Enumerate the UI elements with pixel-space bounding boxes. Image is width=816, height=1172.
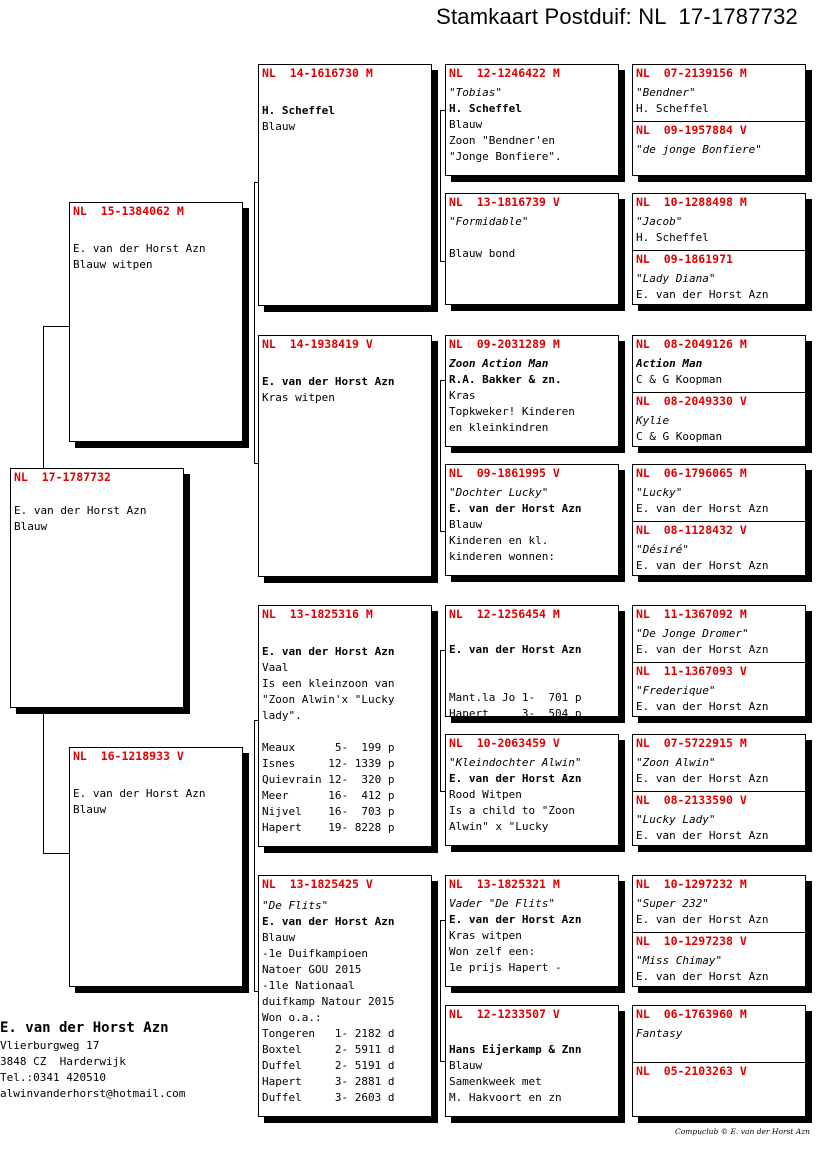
- card-line: E. van der Horst Azn: [636, 772, 769, 785]
- pigeon-card-gen3[interactable]: [445, 335, 619, 447]
- card-lines: [636, 271, 803, 303]
- ring-number: NL 06-1796065 M: [636, 466, 747, 480]
- card-line: "Zoon Alwin": [636, 756, 716, 769]
- card-line: "de jonge Bonfiere": [636, 143, 762, 156]
- card-line: -1le Nationaal: [262, 979, 355, 992]
- card-line: E. van der Horst Azn: [449, 772, 582, 785]
- card-line: "Lady Diana": [636, 272, 716, 285]
- card-line: Samenkweek met: [449, 1075, 542, 1088]
- pigeon-card-gen4[interactable]: [633, 392, 805, 449]
- ring-number: NL 17-1787732: [14, 470, 111, 484]
- card-line: "Lucky Lady": [636, 813, 716, 826]
- card-line: E. van der Horst Azn: [636, 559, 769, 572]
- card-line: Kras: [449, 389, 476, 402]
- ring-number: NL 12-1246422 M: [449, 66, 560, 80]
- ring-number: NL 14-1616730 M: [262, 66, 373, 80]
- card-line: E. van der Horst Azn: [636, 643, 769, 656]
- ring-number: NL 13-1816739 V: [449, 195, 560, 209]
- card-line: "De Jonge Dromer": [636, 627, 749, 640]
- pigeon-card-gen4[interactable]: [633, 876, 805, 932]
- card-line: E. van der Horst Azn: [262, 645, 395, 658]
- card-line: Hapert 3- 504 p: [449, 707, 582, 720]
- pigeon-card-gen2[interactable]: [258, 335, 432, 577]
- card-line: "Zoon Alwin'x "Lucky: [262, 693, 395, 706]
- card-lines: [636, 953, 803, 985]
- ring-number: NL 06-1763960 M: [636, 1007, 747, 1021]
- ring-number: NL 12-1256454 M: [449, 607, 560, 621]
- card-lines: [449, 755, 616, 835]
- ring-number: NL 14-1938419 V: [262, 337, 373, 351]
- pigeon-pair-gen4: [632, 605, 806, 717]
- card-lines: [636, 755, 803, 787]
- pigeon-card-gen3[interactable]: [445, 193, 619, 305]
- card-line: [262, 628, 429, 644]
- ring-number: NL 11-1367093 V: [636, 664, 747, 678]
- owner-email[interactable]: alwinvanderhorst@hotmail.com: [0, 1087, 186, 1100]
- card-line: Topkweker! Kinderen: [449, 405, 575, 418]
- card-line: "Super 232": [636, 897, 709, 910]
- pigeon-card-gen4[interactable]: [633, 1062, 805, 1119]
- card-line: E. van der Horst Azn: [636, 700, 769, 713]
- card-line: E. van der Horst Azn: [636, 913, 769, 926]
- card-line: kinderen wonnen:: [449, 550, 555, 563]
- owner-info: [0, 1018, 185, 1102]
- ring-number: NL 12-1233507 V: [449, 1007, 560, 1021]
- pigeon-pair-gen4: [632, 193, 806, 305]
- pigeon-card-gen3[interactable]: [445, 64, 619, 176]
- card-line: [449, 1026, 616, 1042]
- card-line: "De Flits": [262, 899, 329, 912]
- ring-number: NL 13-1825425 V: [262, 877, 373, 891]
- owner-postcode: 3848 CZ Harderwijk: [0, 1055, 126, 1068]
- card-line: Kras witpen: [449, 929, 522, 942]
- card-line: Natoer GOU 2015: [262, 963, 362, 976]
- card-line: "Bendner": [636, 86, 696, 99]
- card-line: [262, 87, 429, 103]
- connector-line: [43, 326, 70, 470]
- pigeon-card-gen4[interactable]: [633, 121, 805, 178]
- page-title: Stamkaart Postduif: NL 17-1787732: [436, 4, 798, 29]
- card-line: E. van der Horst Azn: [73, 242, 206, 255]
- ring-number: NL 09-1861995 V: [449, 466, 560, 480]
- ring-number: NL 08-2049330 V: [636, 394, 747, 408]
- card-line: Is een kleinzoon van: [262, 677, 395, 690]
- card-line: [449, 674, 616, 690]
- pigeon-card-father[interactable]: [69, 202, 243, 442]
- card-line: E. van der Horst Azn: [636, 829, 769, 842]
- card-line: Vaal: [262, 661, 289, 674]
- card-lines: [449, 1026, 616, 1106]
- pigeon-card-gen3[interactable]: [445, 1005, 619, 1117]
- card-line: "Jonge Bonfiere".: [449, 150, 562, 163]
- card-lines: [636, 812, 803, 844]
- card-line: Meaux 5- 199 p: [262, 741, 395, 754]
- card-line: Won zelf een:: [449, 945, 536, 958]
- card-line: E. van der Horst Azn: [262, 915, 395, 928]
- owner-name: E. van der Horst Azn: [0, 1020, 169, 1036]
- card-line: E. van der Horst Azn: [73, 787, 206, 800]
- pigeon-card-gen3[interactable]: [445, 464, 619, 576]
- card-lines: [636, 542, 803, 574]
- card-lines: [73, 225, 240, 273]
- pigeon-card-subject[interactable]: [10, 468, 184, 708]
- card-line: Blauw: [449, 518, 483, 531]
- card-line: "Jacob": [636, 215, 683, 228]
- card-line: [262, 724, 429, 740]
- card-line: Fantasy: [636, 1027, 683, 1040]
- ring-number: NL 09-1957884 V: [636, 123, 747, 137]
- card-lines: [636, 85, 803, 117]
- card-lines: [449, 85, 616, 165]
- card-line: E. van der Horst Azn: [636, 288, 769, 301]
- footer-credit: Compuclub © E. van der Horst Azn: [675, 1127, 810, 1136]
- card-line: Blauw: [262, 120, 296, 133]
- card-line: Hans Eijerkamp & Znn: [449, 1043, 582, 1056]
- ring-number: NL 09-2031289 M: [449, 337, 560, 351]
- pigeon-card-gen4[interactable]: [633, 521, 805, 578]
- card-line: -1e Duifkampioen: [262, 947, 368, 960]
- card-line: Kinderen en kl.: [449, 534, 549, 547]
- owner-phone: Tel.:0341 420510: [0, 1071, 106, 1084]
- card-line: "Frederique": [636, 684, 716, 697]
- card-lines: [449, 214, 616, 262]
- ring-number: NL 10-1297232 M: [636, 877, 747, 891]
- card-line: E. van der Horst Azn: [449, 913, 582, 926]
- card-line: H. Scheffel: [449, 102, 522, 115]
- card-line: Blauw witpen: [73, 258, 153, 271]
- card-line: E. van der Horst Azn: [449, 643, 582, 656]
- card-line: [73, 225, 240, 241]
- card-line: [262, 358, 429, 374]
- card-line: E. van der Horst Azn: [636, 502, 769, 515]
- card-line: Blauw: [262, 931, 296, 944]
- card-line: C & G Koopman: [636, 373, 723, 386]
- card-line: Is a child to "Zoon: [449, 804, 575, 817]
- pigeon-card-gen4[interactable]: [633, 336, 805, 392]
- card-line: E. van der Horst Azn: [262, 375, 395, 388]
- card-line: Blauw: [73, 803, 107, 816]
- card-lines: [636, 485, 803, 517]
- card-line: M. Hakvoort en zn: [449, 1091, 562, 1104]
- ring-number: NL 16-1218933 V: [73, 749, 184, 763]
- pigeon-card-gen4[interactable]: [633, 65, 805, 121]
- pigeon-pair-gen4: [632, 734, 806, 846]
- ring-number: NL 07-5722915 M: [636, 736, 747, 750]
- ring-number: NL 13-1825316 M: [262, 607, 373, 621]
- card-line: [449, 230, 616, 246]
- card-lines: [636, 683, 803, 715]
- card-line: "Désiré": [636, 543, 689, 556]
- card-line: E. van der Horst Azn: [14, 504, 147, 517]
- card-line: Meer 16- 412 p: [262, 789, 395, 802]
- card-line: Zoon Action Man: [449, 357, 549, 370]
- card-lines: [14, 487, 181, 535]
- card-line: Action Man: [636, 357, 703, 370]
- card-line: H. Scheffel: [636, 102, 709, 115]
- pigeon-card-gen4[interactable]: [633, 932, 805, 989]
- card-lines: [636, 1026, 803, 1042]
- card-lines: [449, 896, 616, 976]
- card-line: Zoon "Bendner'en: [449, 134, 555, 147]
- card-line: [73, 770, 240, 786]
- card-line: Tongeren 1- 2182 d: [262, 1027, 395, 1040]
- card-lines: [262, 87, 429, 135]
- pigeon-card-gen4[interactable]: [633, 250, 805, 307]
- pigeon-card-gen4[interactable]: [633, 465, 805, 521]
- card-lines: [636, 626, 803, 658]
- card-lines: [73, 770, 240, 818]
- card-line: "Kleindochter Alwin": [449, 756, 582, 769]
- pigeon-card-gen4[interactable]: [633, 606, 805, 662]
- card-line: Kylie: [636, 414, 670, 427]
- ring-number: NL 05-2103263 V: [636, 1064, 747, 1078]
- pigeon-card-gen3[interactable]: [445, 605, 619, 720]
- card-line: Blauw: [449, 118, 483, 131]
- card-lines: [636, 413, 803, 445]
- card-line: E. van der Horst Azn: [449, 502, 582, 515]
- card-line: Boxtel 2- 5911 d: [262, 1043, 395, 1056]
- card-line: H. Scheffel: [636, 231, 709, 244]
- card-line: Hapert 19- 8228 p: [262, 821, 395, 834]
- ring-number: NL 10-2063459 V: [449, 736, 560, 750]
- card-line: Kras witpen: [262, 391, 335, 404]
- card-line: "Tobias": [449, 86, 502, 99]
- pigeon-card-gen4[interactable]: [633, 1006, 805, 1062]
- card-lines: [636, 214, 803, 246]
- owner-address: Vlierburgweg 17: [0, 1039, 100, 1052]
- card-line: duifkamp Natour 2015: [262, 995, 395, 1008]
- card-line: "Lucky": [636, 486, 683, 499]
- pigeon-card-gen4[interactable]: [633, 791, 805, 848]
- pigeon-card-gen2[interactable]: [258, 875, 432, 1117]
- card-line: Quievrain 12- 320 p: [262, 773, 395, 786]
- ring-number: NL 09-1861971: [636, 252, 733, 266]
- pigeon-card-gen3[interactable]: [445, 734, 619, 846]
- pigeon-pair-gen4: [632, 464, 806, 576]
- pigeon-pair-gen4: [632, 875, 806, 987]
- card-lines: [636, 142, 803, 158]
- card-line: Rood Witpen: [449, 788, 522, 801]
- pigeon-card-mother[interactable]: [69, 747, 243, 987]
- connector-line: [43, 712, 70, 854]
- pigeon-card-gen4[interactable]: [633, 194, 805, 250]
- card-line: Vader "De Flits": [449, 897, 555, 910]
- card-line: Blauw bond: [449, 247, 516, 260]
- ring-number: NL 10-1288498 M: [636, 195, 747, 209]
- card-line: Blauw: [14, 520, 48, 533]
- card-line: E. van der Horst Azn: [636, 970, 769, 983]
- card-line: Hapert 3- 2881 d: [262, 1075, 395, 1088]
- pigeon-card-gen4[interactable]: [633, 662, 805, 719]
- card-line: 1e prijs Hapert -: [449, 961, 562, 974]
- card-lines: [262, 358, 429, 406]
- pigeon-card-gen3[interactable]: [445, 875, 619, 987]
- card-line: Duffel 2- 5191 d: [262, 1059, 395, 1072]
- card-line: Won o.a.:: [262, 1011, 322, 1024]
- card-line: C & G Koopman: [636, 430, 723, 443]
- card-line: Mant.la Jo 1- 701 p: [449, 691, 582, 704]
- card-line: "Formidable": [449, 215, 529, 228]
- card-line: "Dochter Lucky": [449, 486, 549, 499]
- pigeon-card-gen2[interactable]: [258, 605, 432, 847]
- card-line: Isnes 12- 1339 p: [262, 757, 395, 770]
- ring-number: NL 13-1825321 M: [449, 877, 560, 891]
- pigeon-pair-gen4: [632, 1005, 806, 1117]
- card-lines: [449, 356, 616, 436]
- card-lines: [636, 356, 803, 388]
- card-line: Blauw: [449, 1059, 483, 1072]
- card-line: [14, 487, 181, 503]
- ring-number: NL 08-1128432 V: [636, 523, 747, 537]
- ring-number: NL 08-2133590 V: [636, 793, 747, 807]
- pigeon-pair-gen4: [632, 64, 806, 176]
- card-line: [449, 626, 616, 642]
- ring-number: NL 07-2139156 M: [636, 66, 747, 80]
- card-line: "Miss Chimay": [636, 954, 723, 967]
- pigeon-card-gen2[interactable]: [258, 64, 432, 306]
- card-lines: [636, 896, 803, 928]
- card-line: R.A. Bakker & zn.: [449, 373, 562, 386]
- card-line: en kleinkindren: [449, 421, 549, 434]
- card-line: [449, 658, 616, 674]
- ring-number: NL 10-1297238 V: [636, 934, 747, 948]
- card-lines: [262, 628, 429, 836]
- card-line: Alwin" x "Lucky: [449, 820, 549, 833]
- pigeon-card-gen4[interactable]: [633, 735, 805, 791]
- card-lines: [449, 485, 616, 565]
- ring-number: NL 15-1384062 M: [73, 204, 184, 218]
- card-line: H. Scheffel: [262, 104, 335, 117]
- pigeon-pair-gen4: [632, 335, 806, 447]
- ring-number: NL 11-1367092 M: [636, 607, 747, 621]
- ring-number: NL 08-2049126 M: [636, 337, 747, 351]
- card-line: Nijvel 16- 703 p: [262, 805, 395, 818]
- card-line: Duffel 3- 2603 d: [262, 1091, 395, 1104]
- card-line: lady".: [262, 709, 302, 722]
- card-lines: [262, 898, 429, 1106]
- card-lines: [449, 626, 616, 722]
